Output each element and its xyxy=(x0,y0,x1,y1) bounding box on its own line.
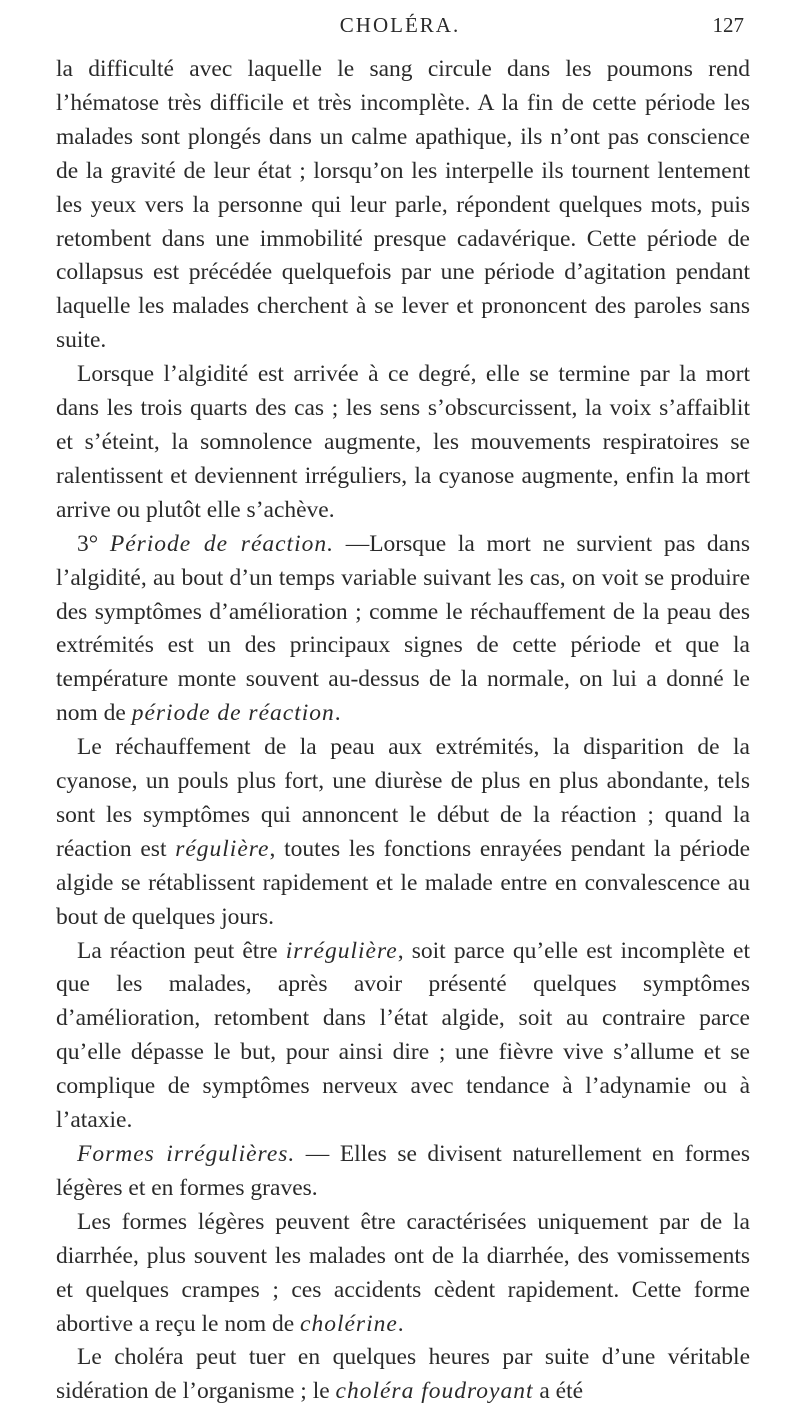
paragraph: 3° Période de réaction. —Lorsque la mort ne survient pas dans l’algidité, au bout d’un temps variable suivant les cas, on voit se produire des symptômes d’amélioration ; comme le réchauffement de la peau des extrémités est un des principaux signes de cette période et que la température monte souvent au-dessus de la normale, on lui a donné le nom de période de réaction. xyxy=(56,530,750,727)
body-text xyxy=(56,53,750,1409)
italic-term: régulière xyxy=(175,835,270,862)
paragraph: Le choléra peut tuer en quelques heures par suite d’une véritable sidération de l’organisme ; le choléra foudroyant a été xyxy=(56,1344,750,1405)
section-heading: Formes irrégulières. xyxy=(77,1141,296,1167)
italic-term: cholérine xyxy=(300,1310,398,1337)
section-heading: Période de réaction. xyxy=(109,530,334,557)
paragraph: Formes irrégulières. — Elles se divisent naturellement en formes légères et en formes graves. xyxy=(56,1141,750,1201)
running-head xyxy=(0,0,800,40)
paragraph: Le réchauffement de la peau aux extrémités, la disparition de la cyanose, un pouls plus fort, une diurèse de plus en plus abondante, tels sont les symptômes qui annoncent le début de la réaction ; quand la réaction est régulière, toutes les fonctions enrayées pendant la période algide se rétablissent rapidement et le malade entre en convalescence au bout de quelques jours. xyxy=(56,734,750,930)
italic-term: irrégulière xyxy=(285,937,398,964)
italic-term: période de réaction xyxy=(131,700,335,727)
paragraph: La réaction peut être irrégulière, soit parce qu’elle est incomplète et que les malades, après avoir présenté quelques symptômes d’amélioration, retombent dans l’état algide, soit au contraire parce qu’elle dépasse le but, pour ainsi dire ; une fièvre vive s’allume et se complique de symptômes nerveux avec tendance à l’adynamie ou à l’ataxie. xyxy=(56,937,750,1134)
running-head-title: CHOLÉRA. xyxy=(339,13,461,37)
italic-term: choléra foudroyant xyxy=(335,1378,534,1405)
paragraph: Les formes légères peuvent être caractérisées uniquement par de la diarrhée, plus souvent les malades ont de la diarrhée, des vomissements et quelques crampes ; ces accidents cèdent rapidement. Cette forme abortive a reçu le nom de cholérine. xyxy=(56,1208,750,1337)
paragraph: la difficulté avec laquelle le sang circule dans les poumons rend l’hématose très difficile et très incomplète. A la fin de cette période les malades sont plongés dans un calme apathique, ils n’ont pas conscience de la gravité de leur état ; lorsqu’on les interpelle ils tournent lentement les yeux vers la personne qui leur parle, répondent quelques mots, puis retombent dans une immobilité presque cadavérique. Cette période de collapsus est précédée quelquefois par une période d’agitation pendant laquelle les malades cherchent à se lever et prononcent des paroles sans suite. xyxy=(56,56,750,354)
page-number: 127 xyxy=(712,13,744,37)
paragraph: Lorsque l’algidité est arrivée à ce degré, elle se termine par la mort dans les trois quarts des cas ; les sens s’obscurcissent, la voix s’affaiblit et s’éteint, la somnolence augmente, les mouvements respiratoires se ralentissent et deviennent irréguliers, la cyanose augmente, enfin la mort arrive ou plutôt elle s’achève. xyxy=(56,361,750,523)
